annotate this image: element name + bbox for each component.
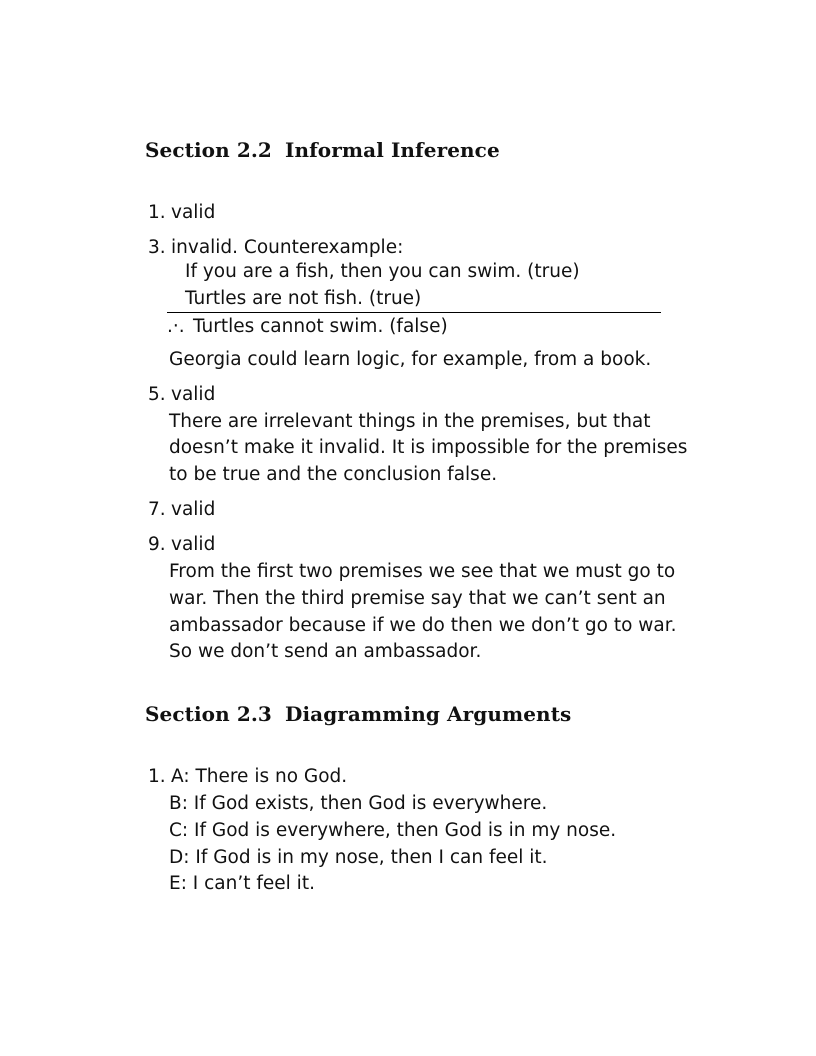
argument-conclusion: Turtles cannot swim. (false)	[193, 316, 448, 337]
item-answer: valid	[171, 534, 216, 555]
item-label: 9.	[148, 534, 166, 555]
section-title: Informal Inference	[285, 138, 500, 162]
statement-line: C: If God is everywhere, then God is in my nose.	[169, 820, 617, 841]
item-label: 1.	[148, 202, 166, 223]
section-heading-2-2	[145, 138, 500, 162]
therefore-symbol: .·.	[167, 316, 185, 337]
item-label: 1.	[148, 766, 166, 787]
statement-line: E: I can’t feel it.	[169, 873, 315, 894]
item-answer: invalid. Counterexample:	[171, 237, 404, 258]
item-note-line: So we don’t send an ambassador.	[169, 641, 482, 662]
item-note-line: to be true and the conclusion false.	[169, 464, 498, 485]
argument-conclusion-rule	[167, 312, 661, 313]
section-title: Diagramming Arguments	[285, 702, 572, 726]
item-note-line: Georgia could learn logic, for example, from a book.	[169, 349, 652, 370]
section-number: Section 2.2	[145, 138, 272, 162]
section-number: Section 2.3	[145, 702, 272, 726]
item-note-line: doesn’t make it invalid. It is impossible for the premises	[169, 437, 688, 458]
item-note-line: ambassador because if we do then we don’t go to war.	[169, 615, 677, 636]
item-answer: valid	[171, 202, 216, 223]
argument-premise: Turtles are not fish. (true)	[185, 288, 422, 309]
statement-line: A: There is no God.	[171, 766, 348, 787]
statement-line: D: If God is in my nose, then I can feel it.	[169, 847, 548, 868]
item-answer: valid	[171, 499, 216, 520]
item-note-line: From the first two premises we see that we must go to	[169, 561, 676, 582]
item-label: 3.	[148, 237, 166, 258]
item-label: 5.	[148, 384, 166, 405]
statement-line: B: If God exists, then God is everywhere.	[169, 793, 548, 814]
item-note-line: There are irrelevant things in the premises, but that	[169, 411, 651, 432]
item-label: 7.	[148, 499, 166, 520]
argument-premise: If you are a fish, then you can swim. (true)	[185, 261, 580, 282]
section-heading-2-3	[145, 702, 571, 726]
item-note-line: war. Then the third premise say that we can’t sent an	[169, 588, 666, 609]
item-answer: valid	[171, 384, 216, 405]
